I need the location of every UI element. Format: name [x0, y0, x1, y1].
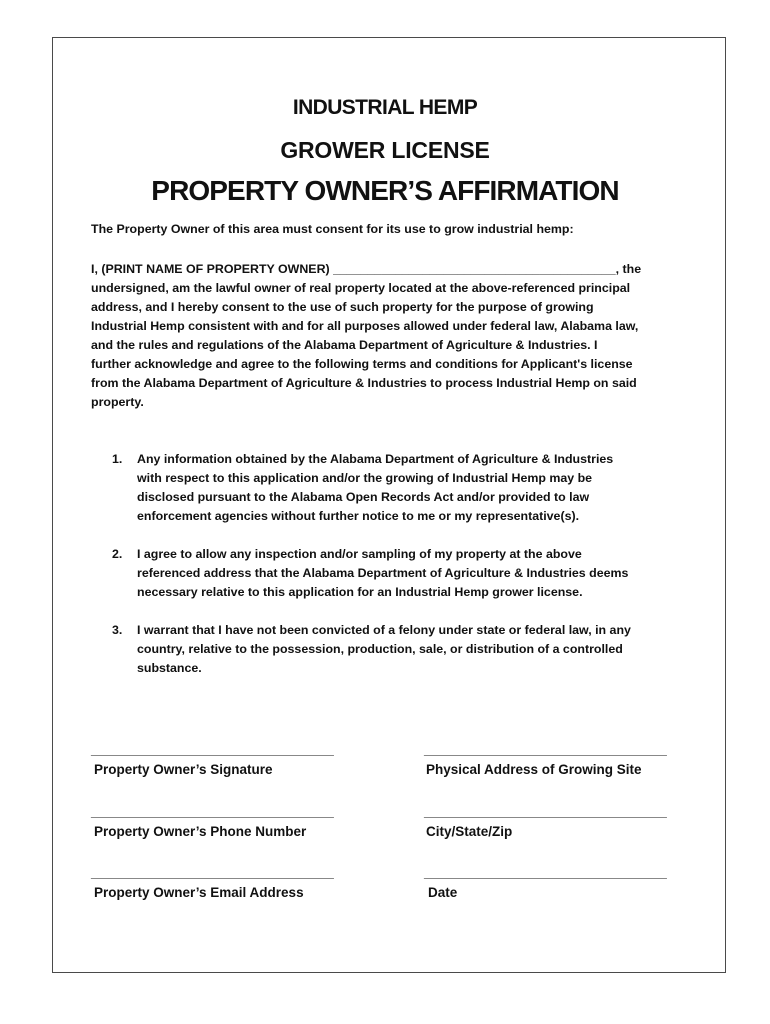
- affirmation-line: from the Alabama Department of Agriculture & Industries to process Industrial Hemp on said: [91, 376, 637, 390]
- city-state-zip-line[interactable]: ___________________________________: [424, 804, 667, 819]
- affirmation-line: Industrial Hemp consistent with and for all purposes allowed under federal law, Alabama law,: [91, 319, 639, 333]
- date-label: Date: [428, 885, 458, 900]
- city-state-zip-label: City/State/Zip: [426, 824, 513, 839]
- owner-email-line[interactable]: ___________________________________: [91, 865, 334, 880]
- affirmation-paragraph: [91, 260, 691, 412]
- intro-statement: The Property Owner of this area must consent for its use to grow industrial hemp:: [91, 222, 574, 236]
- form-title-main: PROPERTY OWNER’S AFFIRMATION: [151, 175, 619, 206]
- term-text-line: I warrant that I have not been convicted of a felony under state or federal law, in any: [137, 623, 631, 637]
- affirmation-line: address, and I hereby consent to the use of such property for the purpose of growing: [91, 300, 594, 314]
- term-text-line: necessary relative to this application for an Industrial Hemp grower license.: [137, 585, 583, 599]
- term-number: 3.: [112, 623, 123, 637]
- affirmation-line: and the rules and regulations of the Alabama Department of Agriculture & Industries. I: [91, 338, 598, 352]
- form-title-line-2: GROWER LICENSE: [280, 137, 490, 163]
- physical-address-label: Physical Address of Growing Site: [426, 762, 642, 777]
- term-text-line: country, relative to the possession, production, sale, or distribution of a controlled: [137, 642, 623, 656]
- term-text-line: Any information obtained by the Alabama Department of Agriculture & Industries: [137, 452, 614, 466]
- affirmation-line: undersigned, am the lawful owner of real property located at the above-referenced principal: [91, 281, 631, 295]
- term-text-line: with respect to this application and/or the growing of Industrial Hemp may be: [137, 471, 593, 485]
- affirmation-line: property.: [91, 395, 144, 409]
- affirmation-line: further acknowledge and agree to the following terms and conditions for Applicant's license: [91, 357, 633, 371]
- term-text-line: referenced address that the Alabama Department of Agriculture & Industries deems: [137, 566, 629, 580]
- owner-signature-line[interactable]: ___________________________________: [91, 742, 334, 757]
- term-text-line: enforcement agencies without further notice to me or my representative(s).: [137, 509, 580, 523]
- physical-address-line[interactable]: ___________________________________: [424, 742, 667, 757]
- owner-signature-label: Property Owner’s Signature: [94, 762, 273, 777]
- affirmation-line[interactable]: I, (PRINT NAME OF PROPERTY OWNER) _________________________________________, the: [91, 262, 642, 276]
- date-line[interactable]: ___________________________________: [424, 865, 667, 880]
- term-number: 1.: [112, 452, 123, 466]
- term-text-line: I agree to allow any inspection and/or sampling of my property at the above: [137, 547, 582, 561]
- owner-phone-line[interactable]: ___________________________________: [91, 804, 334, 819]
- term-number: 2.: [112, 547, 123, 561]
- term-item-3: [112, 621, 692, 678]
- term-item-1: [112, 450, 692, 526]
- term-item-2: [112, 545, 692, 602]
- term-text-line: disclosed pursuant to the Alabama Open Records Act and/or provided to law: [137, 490, 590, 504]
- owner-phone-label: Property Owner’s Phone Number: [94, 824, 307, 839]
- owner-email-label: Property Owner’s Email Address: [94, 885, 304, 900]
- term-text-line: substance.: [137, 661, 202, 675]
- form-title-line-1: INDUSTRIAL HEMP: [292, 96, 478, 119]
